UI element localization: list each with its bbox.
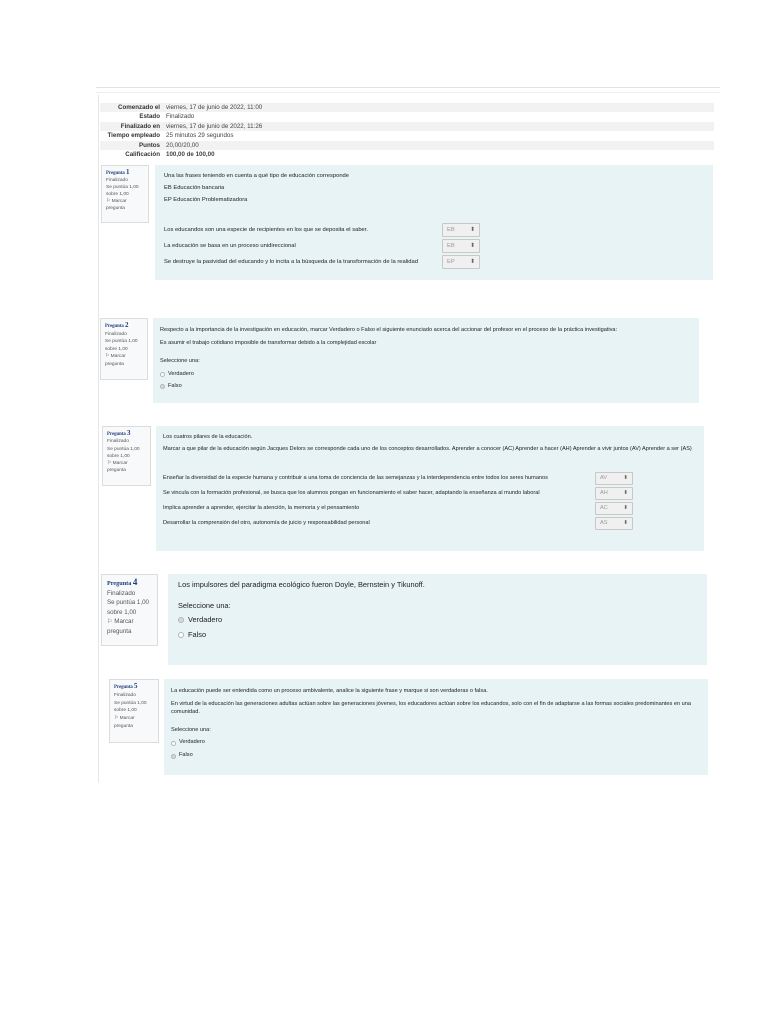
chevron-down-icon: ⬍ — [623, 505, 628, 511]
chevron-down-icon: ⬍ — [470, 242, 475, 249]
flag-icon: ⚐ — [114, 716, 119, 722]
question-score-max: sobre 1,00 — [114, 708, 137, 714]
select-prompt: Seleccione una: — [171, 727, 211, 734]
match-statement: Se vincula con la formación profesional, se busca que los alumnos pongan en funcionamiento el saber hacer, adaptando la enseñanza al mundo laboral — [163, 490, 540, 496]
match-row — [163, 516, 633, 531]
summary-label: Tiempo empleado — [107, 132, 160, 140]
answer-select[interactable]: EB ⬍ — [442, 239, 480, 253]
question-text: La educación puede ser entendida como un proceso ambivalente, analice la siguiente frase y marque si son verdaderas o falsa. — [171, 688, 488, 694]
left-border — [98, 95, 99, 783]
option-label: Verdadero — [168, 370, 194, 377]
answer-select[interactable]: AV ⬍ — [595, 472, 633, 485]
summary-row-grade — [100, 150, 714, 159]
match-row — [163, 486, 633, 501]
flag-icon: ⚐ — [105, 354, 110, 359]
match-statement: La educación se basa en un proceso unidireccional — [164, 242, 296, 249]
option-falso[interactable] — [178, 627, 697, 642]
attempt-summary-table — [100, 103, 714, 159]
chevron-down-icon: ⬍ — [623, 520, 628, 526]
question-text: Los cuatros pilares de la educación. — [163, 434, 253, 440]
flag-icon: ⚐ — [106, 199, 111, 204]
option-falso[interactable] — [160, 380, 692, 392]
question-state: Finalizado — [106, 178, 128, 183]
question-info-4 — [101, 574, 158, 646]
flag-question-link[interactable]: ⚐ Marcar — [105, 354, 126, 359]
top-divider-secondary — [96, 92, 720, 93]
question-content-3 — [156, 426, 704, 551]
question-score: Se puntúa 1,00 — [107, 446, 140, 452]
question-info-3 — [102, 426, 151, 486]
flag-question-label: pregunta — [107, 627, 132, 635]
summary-row-started — [100, 103, 714, 112]
flag-icon: ⚐ — [107, 461, 112, 467]
radio-button-selected[interactable] — [160, 384, 165, 389]
option-label: Falso — [179, 752, 193, 759]
chevron-down-icon: ⬍ — [470, 258, 475, 265]
summary-label: Comenzado el — [118, 104, 160, 111]
question-state: Finalizado — [107, 589, 136, 597]
question-content-4 — [168, 574, 707, 665]
match-statement: Se destruye la pasividad del educando y lo incita a la búsqueda de la transformación de la realidad — [164, 258, 418, 265]
summary-row-finished — [100, 122, 714, 131]
question-statement: Es asumir el trabajo cotidiano imposible de transformar debido a la complejidad escolar — [160, 340, 377, 346]
question-score: Se puntúa 1,00 — [105, 339, 138, 344]
summary-value: viernes, 17 de junio de 2022, 11:26 — [166, 122, 263, 130]
option-falso[interactable] — [171, 750, 701, 763]
flag-question-label: pregunta — [105, 361, 124, 367]
radio-button[interactable] — [178, 632, 184, 638]
option-label: Falso — [168, 382, 182, 389]
summary-row-time — [100, 131, 714, 140]
flag-question-label: pregunta — [107, 468, 126, 474]
summary-row-points — [100, 141, 714, 150]
summary-row-state — [100, 112, 714, 121]
option-verdadero[interactable] — [160, 368, 692, 380]
chevron-down-icon: ⬍ — [470, 226, 475, 233]
match-row — [164, 254, 480, 270]
question-text: Respecto a la importancia de la investigación en educación, marcar Verdadero o Falso el siguiente enunciado acerca del accionar del profesor en el proceso de la práctica investigativa: — [160, 327, 618, 333]
question-content-5 — [164, 679, 708, 775]
flag-question-link[interactable]: ⚐ Marcar — [107, 618, 134, 625]
option-label: Verdadero — [179, 739, 205, 746]
flag-question-link[interactable]: ⚐ Marcar — [114, 716, 135, 722]
question-state: Finalizado — [107, 439, 129, 445]
match-row — [164, 238, 480, 254]
question-number: Pregunta 1 — [106, 168, 130, 176]
summary-value: 100,00 de 100,00 — [166, 150, 215, 158]
question-score: Se puntúa 1,00 — [107, 599, 149, 606]
summary-label: Puntos — [139, 141, 160, 149]
radio-button[interactable] — [171, 741, 176, 746]
match-row — [163, 471, 633, 486]
question-score-max: sobre 1,00 — [107, 608, 137, 616]
summary-value: 25 minutos 29 segundos — [166, 132, 234, 140]
summary-label: Calificación — [125, 150, 160, 158]
radio-button-selected[interactable] — [178, 617, 184, 623]
answer-select[interactable]: AS ⬍ — [595, 517, 633, 530]
question-number: Pregunta 3 — [107, 429, 131, 437]
option-verdadero[interactable] — [171, 737, 701, 750]
option-label: Verdadero — [188, 615, 223, 624]
answer-key: EP Educación Problematizadora — [164, 197, 248, 203]
question-score-max: sobre 1,00 — [107, 453, 130, 459]
summary-value: 20,00/20,00 — [166, 141, 199, 149]
question-instructions: Marcar a que pilar de la educación según Jacques Delors se corresponde cada uno de los conceptos desarrollados. Aprender a conocer (AC) Aprender a hacer (AH) Aprender a vivir juntos (AV) Aprender a ser (AS) — [163, 446, 692, 452]
answer-select[interactable]: EB ⬍ — [442, 223, 480, 237]
option-verdadero[interactable] — [178, 612, 697, 627]
top-divider — [96, 87, 720, 88]
summary-value: Finalizado — [166, 113, 195, 121]
match-row — [163, 501, 633, 516]
question-number: Pregunta 5 — [114, 682, 138, 690]
question-content-2 — [153, 318, 699, 403]
question-score-max: sobre 1,00 — [105, 346, 128, 352]
question-score-max: sobre 1,00 — [106, 192, 129, 197]
question-statement: En virtud de la educación las generaciones adultas actúan sobre las generaciones jóvenes, los educadores actúan sobre los educandos, solo con el fin de adaptarse a las formas sociales predominantes en una comunidad. — [171, 701, 691, 715]
question-info-5 — [109, 679, 159, 743]
question-score: Se puntúa 1,00 — [106, 185, 139, 190]
flag-question-label: pregunta — [106, 206, 125, 211]
question-state: Finalizado — [114, 692, 136, 698]
question-number: Pregunta 2 — [105, 321, 129, 329]
chevron-down-icon: ⬍ — [623, 490, 628, 496]
radio-button-selected[interactable] — [171, 754, 176, 759]
flag-question-label: pregunta — [114, 723, 133, 729]
match-statement: Enseñar la diversidad de la especie humana y contribuir a una toma de conciencia de las semejanzas y la interdependencia entre todos los seres humanos — [163, 475, 548, 481]
question-info-2 — [100, 318, 148, 380]
select-prompt: Seleccione una: — [178, 601, 231, 610]
question-number: Pregunta 4 — [107, 577, 138, 587]
match-statement: Implica aprender a aprender, ejercitar la atención, la memoria y el pensamiento — [163, 505, 360, 511]
match-statement: Desarrollar la comprensión del otro, autonomía de juicio y responsabilidad personal — [163, 520, 370, 526]
flag-icon: ⚐ — [107, 618, 113, 625]
question-state: Finalizado — [105, 331, 127, 337]
summary-label: Finalizado en — [120, 122, 160, 130]
question-content-1 — [155, 165, 713, 280]
flag-question-link[interactable]: ⚐ Marcar — [107, 461, 128, 467]
question-score: Se puntúa 1,00 — [114, 700, 147, 706]
answer-select[interactable]: AC ⬍ — [595, 502, 633, 515]
question-text: Una las frases teniendo en cuenta a qué tipo de educación corresponde — [164, 173, 349, 179]
flag-question-link[interactable]: ⚐ Marcar — [106, 199, 127, 204]
select-prompt: Seleccione una: — [160, 358, 200, 364]
question-text: Los impulsores del paradigma ecológico fueron Doyle, Bernstein y Tikunoff. — [178, 580, 425, 589]
answer-select[interactable]: AH ⬍ — [595, 487, 633, 500]
question-info-1 — [101, 165, 149, 223]
answer-key: EB Educación bancaria — [164, 185, 225, 191]
match-statement: Los educandos son una especie de recipientes en los que se deposita el saber. — [164, 226, 369, 233]
summary-label: Estado — [139, 113, 160, 121]
radio-button[interactable] — [160, 372, 165, 377]
summary-value: viernes, 17 de junio de 2022, 11:00 — [166, 104, 263, 111]
answer-select[interactable]: EP ⬍ — [442, 255, 480, 269]
match-row — [164, 222, 480, 238]
chevron-down-icon: ⬍ — [623, 475, 628, 481]
option-label: Falso — [188, 630, 207, 639]
